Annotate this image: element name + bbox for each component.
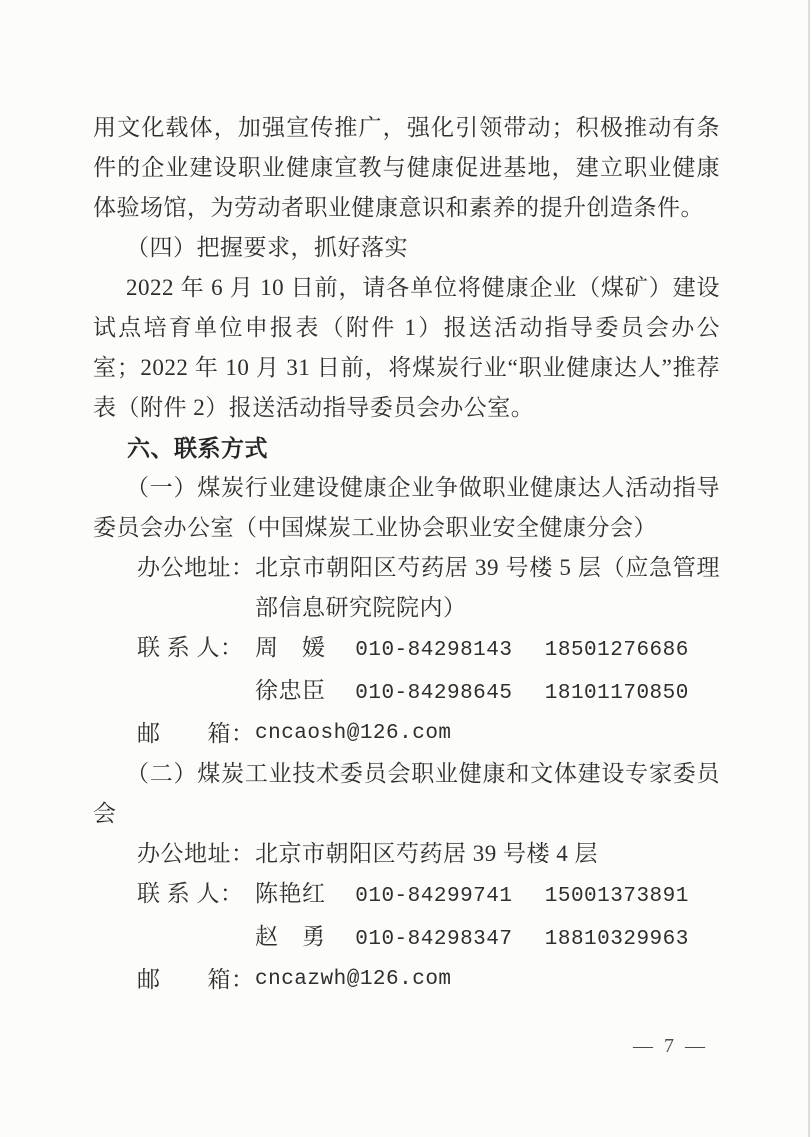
- contact-entry: [255, 671, 720, 714]
- section-one-address-row: [93, 548, 720, 628]
- contact-phone: 010-84299741: [355, 885, 513, 908]
- contact-name: 周 媛: [255, 635, 326, 660]
- contact-mobile: 18810329963: [544, 928, 689, 951]
- email-address: cncaosh@126.com: [255, 722, 452, 745]
- section-one-email-row: [93, 714, 720, 754]
- contact-mobile: 15001373891: [544, 885, 689, 908]
- section-two-contacts-row: [93, 874, 720, 960]
- contact-name: 徐忠臣: [255, 678, 326, 703]
- address-label: 办公地址：: [137, 555, 255, 580]
- contact-phone: 010-84298645: [355, 682, 513, 705]
- email-address: cncazwh@126.com: [255, 968, 452, 991]
- intro-paragraph: 用文化载体，加强宣传推广，强化引领带动；积极推动有条件的企业建设职业健康宣教与健康促进基地，建立职业健康体验场馆，为劳动者职业健康意识和素养的提升创造条件。: [93, 115, 720, 220]
- contact-entry: [255, 917, 720, 960]
- section-one-heading: （一）煤炭行业建设健康企业争做职业健康达人活动指导委员会办公室（中国煤炭工业协会职业安全健康分会）: [93, 475, 720, 540]
- scan-edge-artifact: [808, 0, 810, 1137]
- contact-person-label: 联 系 人：: [137, 635, 244, 660]
- section-two-heading: （二）煤炭工业技术委员会职业健康和文体建设专家委员会: [93, 761, 720, 826]
- contact-entries: [255, 628, 720, 714]
- address-label: 办公地址：: [137, 841, 255, 866]
- subheading-four: （四）把握要求，抓好落实: [126, 235, 408, 260]
- deadlines-paragraph: 2022 年 6 月 10 日前，请各单位将健康企业（煤矿）建设试点培育单位申报表（附件 1）报送活动指导委员会办公室；2022 年 10 月 31 日前，将煤炭行业“职业健康达人”推荐表（附件 2）报送活动指导委员会办公室。: [93, 275, 720, 420]
- contact-phone: 010-84298143: [355, 639, 513, 662]
- email-label: 邮 箱：: [137, 967, 255, 992]
- section-six-heading: 六、联系方式: [127, 435, 268, 461]
- section-two-email-row: [93, 960, 720, 1000]
- contact-entries: [255, 874, 720, 960]
- contact-entry: [255, 628, 720, 671]
- email-label: 邮 箱：: [137, 721, 255, 746]
- address-value: 北京市朝阳区芍药居 39 号楼 5 层（应急管理部信息研究院院内）: [255, 555, 720, 620]
- contact-person-label: 联 系 人：: [137, 881, 244, 906]
- document-body: [93, 108, 720, 1000]
- contact-phone: 010-84298347: [355, 928, 513, 951]
- section-two-address-row: [93, 834, 720, 874]
- contact-mobile: 18101170850: [544, 682, 689, 705]
- address-value: 北京市朝阳区芍药居 39 号楼 4 层: [255, 841, 598, 866]
- contact-name: 赵 勇: [255, 924, 326, 949]
- contact-entry: [255, 874, 720, 917]
- page-number: — 7 —: [633, 1035, 708, 1057]
- contact-name: 陈艳红: [255, 881, 326, 906]
- contact-mobile: 18501276686: [544, 639, 689, 662]
- section-one-contacts-row: [93, 628, 720, 714]
